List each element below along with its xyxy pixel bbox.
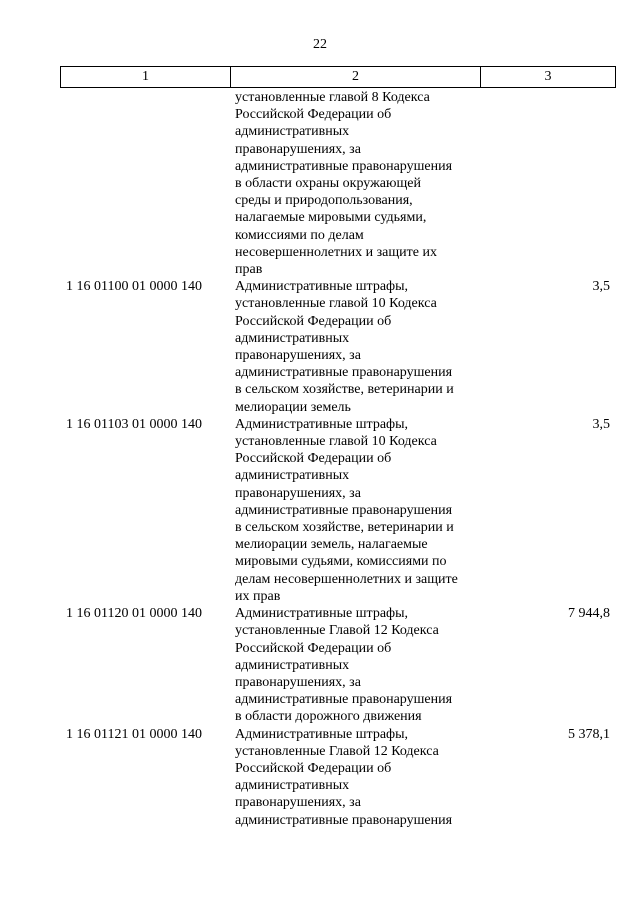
description-line: правонарушениях, за	[235, 348, 361, 364]
description-line: в области дорожного движения	[235, 709, 422, 725]
budget-code-cell: 1 16 01100 01 0000 140	[66, 279, 202, 295]
description-line: мелиорации земель	[235, 399, 351, 415]
description-line: Российской Федерации об	[235, 760, 392, 776]
description-line: в сельском хозяйстве, ветеринарии и	[235, 520, 454, 536]
description-line: Российской Федерации об	[235, 451, 392, 467]
description-line: установленные главой 10 Кодекса	[235, 434, 437, 450]
description-line: правонарушениях, за	[235, 795, 361, 811]
description-line: правонарушениях, за	[235, 674, 361, 690]
amount-cell: 7 944,8	[568, 606, 610, 622]
description-line: мелиорации земель, налагаемые	[235, 537, 428, 553]
description-line: среды и природопользования,	[235, 193, 413, 209]
description-cell	[230, 605, 480, 725]
description-line: правонарушениях, за	[235, 485, 361, 501]
table-row	[60, 278, 616, 416]
description-line: административных	[235, 468, 350, 484]
table-header	[60, 66, 616, 88]
description-line: несовершеннолетних и защите их	[235, 244, 437, 260]
budget-code-cell: 1 16 01120 01 0000 140	[66, 606, 202, 622]
budget-code-cell: 1 16 01121 01 0000 140	[66, 726, 202, 742]
description-line: административных	[235, 657, 350, 673]
description-line: административных	[235, 124, 350, 140]
table-row	[60, 605, 616, 725]
description-cell	[230, 416, 480, 605]
description-line: административные правонарушения	[235, 365, 453, 381]
description-cell	[230, 89, 480, 278]
description-line: прав	[235, 262, 263, 278]
description-line: в области охраны окружающей	[235, 176, 421, 192]
description-line: в сельском хозяйстве, ветеринарии и	[235, 382, 454, 398]
page-number: 22	[313, 37, 327, 52]
description-line: установленные главой 8 Кодекса	[235, 90, 430, 105]
description-line: установленные главой 10 Кодекса	[235, 296, 437, 312]
description-line: Административные штрафы,	[235, 416, 409, 432]
description-line: Российской Федерации об	[235, 313, 392, 329]
table-row	[60, 89, 616, 278]
column-header-2: 2	[231, 67, 481, 87]
amount-cell: 5 378,1	[568, 726, 610, 742]
column-header-1: 1	[61, 67, 231, 87]
description-line: установленные Главой 12 Кодекса	[235, 743, 439, 759]
description-line: Административные штрафы,	[235, 606, 409, 622]
description-line: комиссиями по делам	[235, 227, 364, 243]
description-line: административные правонарушения	[235, 692, 453, 708]
table-body	[60, 89, 616, 829]
table-row	[60, 726, 616, 829]
description-cell	[230, 726, 480, 829]
description-line: административных	[235, 330, 350, 346]
description-line: административные правонарушения	[235, 158, 453, 174]
description-line: установленные Главой 12 Кодекса	[235, 623, 439, 639]
description-line: Административные штрафы,	[235, 279, 409, 295]
description-line: делам несовершеннолетних и защите	[235, 571, 458, 587]
description-line: Административные штрафы,	[235, 726, 409, 742]
description-line: Российской Федерации об	[235, 107, 392, 123]
amount-cell: 3,5	[592, 416, 610, 432]
budget-code-cell: 1 16 01103 01 0000 140	[66, 416, 202, 432]
description-line: мировыми судьями, комиссиями по	[235, 554, 447, 570]
description-line: правонарушениях, за	[235, 141, 361, 157]
description-cell	[230, 278, 480, 416]
description-line: их прав	[235, 588, 281, 604]
description-line: Российской Федерации об	[235, 640, 392, 656]
description-line: административные правонарушения	[235, 812, 453, 828]
amount-cell: 3,5	[592, 279, 610, 295]
description-line: административных	[235, 778, 350, 794]
description-line: налагаемые мировыми судьями,	[235, 210, 427, 226]
table-row	[60, 416, 616, 605]
column-header-3: 3	[544, 69, 552, 84]
description-line: административные правонарушения	[235, 502, 453, 518]
